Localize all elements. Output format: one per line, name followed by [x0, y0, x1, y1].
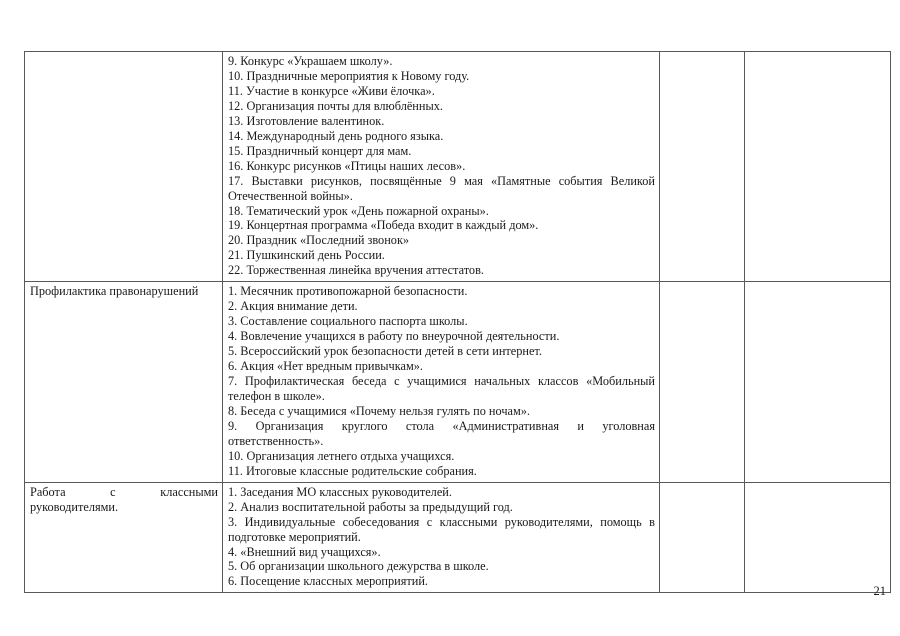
- row-column-c-cell: [660, 482, 745, 593]
- row-topic-cell: [25, 282, 223, 482]
- activity-item: 2. Акция внимание дети.: [228, 299, 358, 314]
- table-row: [25, 52, 891, 282]
- activity-item: 11. Участие в конкурсе «Живи ёлочка».: [228, 83, 435, 98]
- activity-item: 5. Об организации школьного дежурства в школе.: [228, 559, 489, 574]
- activity-item: 20. Праздник «Последний звонок»: [228, 233, 410, 248]
- activity-item: 16. Конкурс рисунков «Птицы наших лесов».: [228, 158, 466, 173]
- activity-item: 9. Конкурс «Украшаем школу».: [228, 54, 393, 68]
- activity-item: 1. Месячник противопожарной безопасности.: [228, 284, 468, 299]
- activity-item: 3. Индивидуальные собеседования с классными руководителями, помощь в подготовке мероприятий.: [228, 514, 655, 544]
- activity-item: 9. Организация круглого стола «Административная и уголовная ответственность».: [228, 418, 655, 448]
- row-topic-text: Работа с классными руководителями.: [30, 484, 218, 514]
- activity-item: 5. Всероссийский урок безопасности детей в сети интернет.: [228, 344, 542, 359]
- activity-item: 13. Изготовление валентинок.: [228, 113, 385, 128]
- activity-item: 7. Профилактическая беседа с учащимися начальных классов «Мобильный телефон в школе».: [228, 374, 655, 403]
- row-column-d-cell: [745, 482, 891, 593]
- activity-item: 15. Праздничный концерт для мам.: [228, 143, 412, 158]
- activity-item: 8. Беседа с учащимися «Почему нельзя гулять по ночам».: [228, 403, 530, 418]
- row-topic-cell: [25, 52, 223, 282]
- activity-item: 4. «Внешний вид учащихся».: [228, 544, 381, 559]
- page-number: 21: [873, 584, 886, 598]
- row-topic-text: Профилактика правонарушений: [30, 284, 199, 299]
- row-activities-cell: [223, 282, 660, 482]
- row-activities-cell: [223, 482, 660, 593]
- row-column-c-cell: [660, 282, 745, 482]
- activity-item: 17. Выставки рисунков, посвящённые 9 мая «Памятные события Великой Отечественной войны».: [228, 173, 655, 203]
- activity-item: 10. Организация летнего отдыха учащихся.: [228, 448, 455, 463]
- activity-item: 10. Праздничные мероприятия к Новому году.: [228, 68, 470, 83]
- activity-item: 19. Концертная программа «Победа входит в каждый дом».: [228, 218, 539, 233]
- activity-item: 3. Составление социального паспорта школы.: [228, 314, 468, 329]
- row-activities-cell: [223, 52, 660, 282]
- row-column-d-cell: [745, 282, 891, 482]
- table-row: [25, 282, 891, 482]
- activity-item: 6. Акция «Нет вредным привычкам».: [228, 359, 423, 374]
- table-row: [25, 482, 891, 593]
- row-topic-cell: [25, 482, 223, 593]
- activity-item: 6. Посещение классных мероприятий.: [228, 574, 428, 589]
- activity-item: 14. Международный день родного языка.: [228, 128, 444, 143]
- row-column-c-cell: [660, 52, 745, 282]
- row-column-d-cell: [745, 52, 891, 282]
- activity-item: 11. Итоговые классные родительские собрания.: [228, 463, 477, 478]
- activity-item: 4. Вовлечение учащихся в работу по внеурочной деятельности.: [228, 329, 560, 344]
- table-body: [25, 52, 891, 593]
- plan-table: [24, 51, 891, 593]
- activity-item: 22. Торжественная линейка вручения аттестатов.: [228, 263, 484, 278]
- activity-item: 18. Тематический урок «День пожарной охраны».: [228, 203, 489, 218]
- activity-item: 1. Заседания МО классных руководителей.: [228, 484, 452, 499]
- activity-item: 2. Анализ воспитательной работы за предыдущий год.: [228, 499, 513, 514]
- activity-item: 12. Организация почты для влюблённых.: [228, 98, 443, 113]
- activity-item: 21. Пушкинский день России.: [228, 248, 385, 263]
